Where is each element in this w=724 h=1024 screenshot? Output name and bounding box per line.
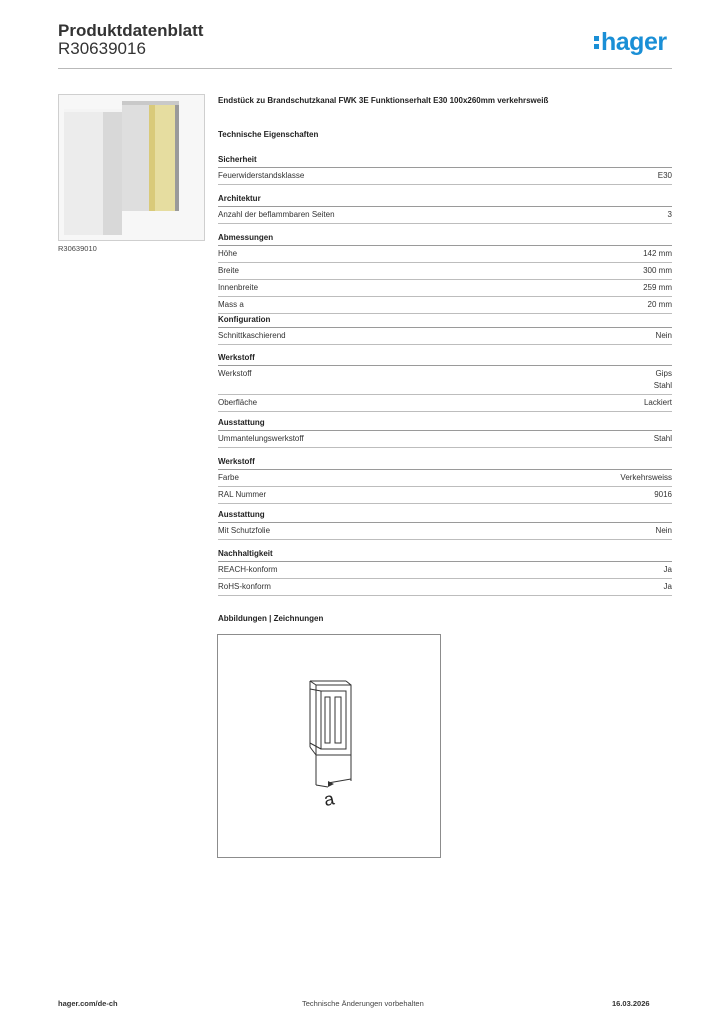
logo-text: hager (601, 28, 667, 56)
product-description: Endstück zu Brandschutzkanal FWK 3E Funktionserhalt E30 100x260mm verkehrsweiß (218, 96, 549, 105)
spec-value: Stahl (653, 434, 672, 443)
logo-dots-icon (594, 33, 599, 51)
spec-label: REACH-konform (218, 565, 278, 574)
spec-row (218, 168, 672, 185)
spec-row (218, 523, 672, 540)
spec-label: Höhe (218, 249, 238, 258)
spec-value: E30 (657, 171, 672, 180)
section-title: Ausstattung (218, 418, 672, 431)
dimension-label: a (322, 788, 337, 811)
spec-row (218, 328, 672, 345)
section-konfiguration (218, 315, 672, 345)
section-title: Sicherheit (218, 155, 672, 168)
section-title: Werkstoff (218, 353, 672, 366)
hager-logo (594, 28, 667, 57)
spec-label: Mit Schutzfolie (218, 526, 271, 535)
spec-label: Farbe (218, 473, 239, 482)
section-title: Konfiguration (218, 315, 672, 328)
footer-disclaimer: Technische Änderungen vorbehalten (302, 999, 424, 1008)
spec-value: 142 mm (643, 249, 672, 258)
spec-row (218, 207, 672, 224)
spec-value: Gips Stahl (653, 369, 672, 390)
section-ausstattung-folie (218, 510, 672, 540)
section-title: Abmessungen (218, 233, 672, 246)
spec-row (218, 470, 672, 487)
section-title: Architektur (218, 194, 672, 207)
spec-label: Innenbreite (218, 283, 259, 292)
page-title: Produktdatenblatt (58, 21, 204, 40)
section-werkstoff (218, 353, 672, 412)
spec-row (218, 395, 672, 412)
spec-row (218, 579, 672, 596)
spec-label: Feuerwiderstandsklasse (218, 171, 305, 180)
spec-value: Nein (655, 526, 672, 535)
spec-value: 300 mm (643, 266, 672, 275)
product-image (59, 95, 204, 240)
footer-date: 16.03.2026 (612, 999, 650, 1008)
section-title: Ausstattung (218, 510, 672, 523)
spec-label: Schnittkaschierend (218, 331, 286, 340)
spec-row (218, 246, 672, 263)
tech-heading: Technische Eigenschaften (218, 130, 319, 139)
drawings-heading: Abbildungen | Zeichnungen (218, 614, 324, 623)
section-title: Nachhaltigkeit (218, 549, 672, 562)
spec-row (218, 562, 672, 579)
drawing-svg (218, 635, 440, 857)
section-architektur (218, 194, 672, 224)
spec-row (218, 366, 672, 395)
spec-value: Verkehrsweiss (620, 473, 672, 482)
spec-row (218, 263, 672, 280)
spec-row (218, 280, 672, 297)
spec-label: RAL Nummer (218, 490, 267, 499)
section-sicherheit (218, 155, 672, 185)
section-title: Werkstoff (218, 457, 672, 470)
spec-value: Ja (663, 582, 672, 591)
spec-value: 3 (667, 210, 672, 219)
section-werkstoff-farbe (218, 457, 672, 504)
spec-label: Ummantelungswerkstoff (218, 434, 304, 443)
footer-website-link[interactable]: hager.com/de-ch (58, 999, 118, 1008)
header-divider (58, 68, 672, 69)
spec-value: Nein (655, 331, 672, 340)
spec-value: 20 mm (647, 300, 672, 309)
spec-row (218, 431, 672, 448)
section-abmessungen (218, 233, 672, 314)
product-photo (58, 94, 205, 241)
spec-value: 9016 (654, 490, 672, 499)
spec-value: Lackiert (643, 398, 672, 407)
photo-caption: R30639010 (58, 244, 97, 253)
spec-label: Mass a (218, 300, 244, 309)
article-number: R30639016 (58, 39, 146, 58)
section-nachhaltigkeit (218, 549, 672, 596)
spec-value: Ja (663, 565, 672, 574)
spec-label: Breite (218, 266, 239, 275)
spec-label: RoHS-konform (218, 582, 271, 591)
spec-value: 259 mm (643, 283, 672, 292)
section-ausstattung (218, 418, 672, 448)
spec-label: Werkstoff (218, 369, 252, 378)
spec-label: Oberfläche (218, 398, 258, 407)
spec-label: Anzahl der beflammbaren Seiten (218, 210, 335, 219)
spec-row (218, 297, 672, 314)
spec-row (218, 487, 672, 504)
technical-drawing (217, 634, 441, 858)
